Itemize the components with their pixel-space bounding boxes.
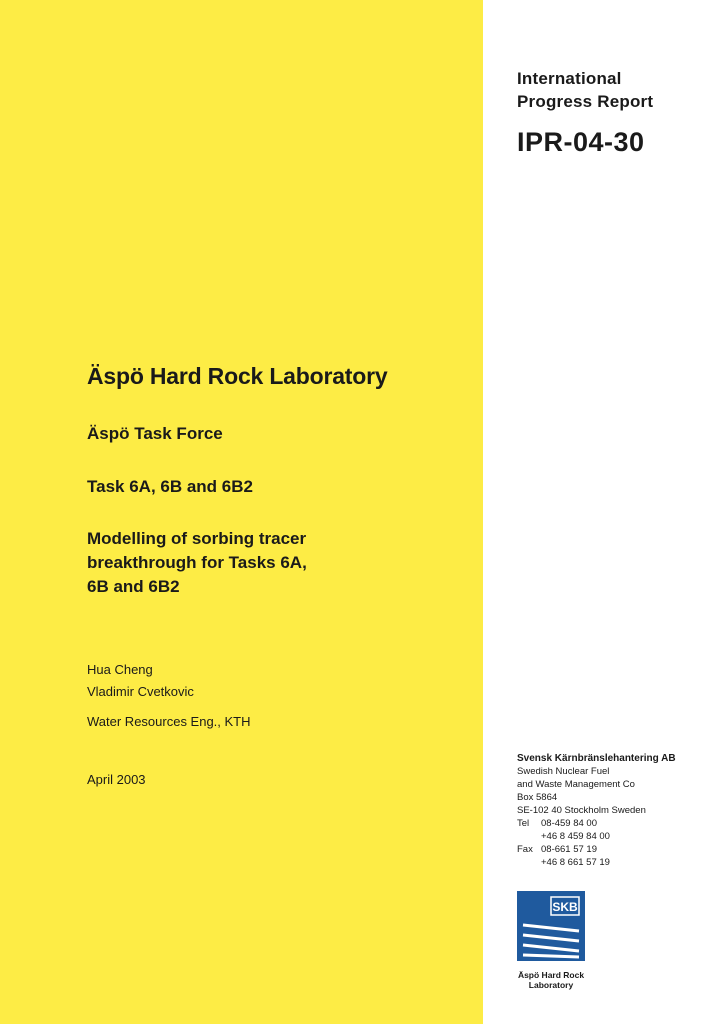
subtitle: Äspö Task Force [87, 424, 223, 443]
author-name: Hua Cheng [87, 662, 153, 677]
fax-number-intl: +46 8 661 57 19 [541, 857, 610, 868]
publisher-address: SE-102 40 Stockholm Sweden [517, 805, 646, 816]
fax-label: Fax [517, 844, 533, 855]
report-title-line: breakthrough for Tasks 6A, [87, 553, 307, 572]
tel-row-intl [517, 830, 676, 843]
publication-date: April 2003 [87, 772, 146, 787]
logo-mark-text: SKB [552, 900, 578, 914]
logo-caption-line: Äspö Hard Rock [517, 970, 585, 980]
publisher-block [517, 752, 676, 869]
fax-row [517, 843, 676, 856]
skb-logo-icon [517, 891, 585, 961]
tel-label: Tel [517, 818, 530, 829]
task-title: Task 6A, 6B and 6B2 [87, 477, 253, 496]
affiliation: Water Resources Eng., KTH [87, 714, 251, 729]
publisher-company: Svensk Kärnbränslehantering AB [517, 753, 676, 764]
authors [87, 659, 194, 703]
report-type-line2: Progress Report [517, 92, 654, 111]
report-number: IPR-04-30 [517, 127, 645, 157]
skb-logo [517, 891, 585, 990]
report-title-line: 6B and 6B2 [87, 577, 180, 596]
logo-caption [509, 970, 593, 990]
publisher-box: Box 5864 [517, 792, 558, 803]
report-type-line1: International [517, 69, 622, 88]
tel-row [517, 817, 676, 830]
main-title: Äspö Hard Rock Laboratory [87, 363, 388, 389]
logo-caption-line: Laboratory [528, 980, 574, 990]
report-title [87, 527, 387, 599]
report-title-line: Modelling of sorbing tracer [87, 529, 307, 548]
publisher-company-en: and Waste Management Co [517, 779, 635, 790]
fax-number: 08-661 57 19 [541, 844, 597, 855]
fax-row-intl [517, 856, 676, 869]
tel-number: 08-459 84 00 [541, 818, 597, 829]
report-type [517, 67, 653, 113]
publisher-company-en: Swedish Nuclear Fuel [517, 766, 610, 777]
author-name: Vladimir Cvetkovic [87, 684, 194, 699]
tel-number-intl: +46 8 459 84 00 [541, 831, 610, 842]
